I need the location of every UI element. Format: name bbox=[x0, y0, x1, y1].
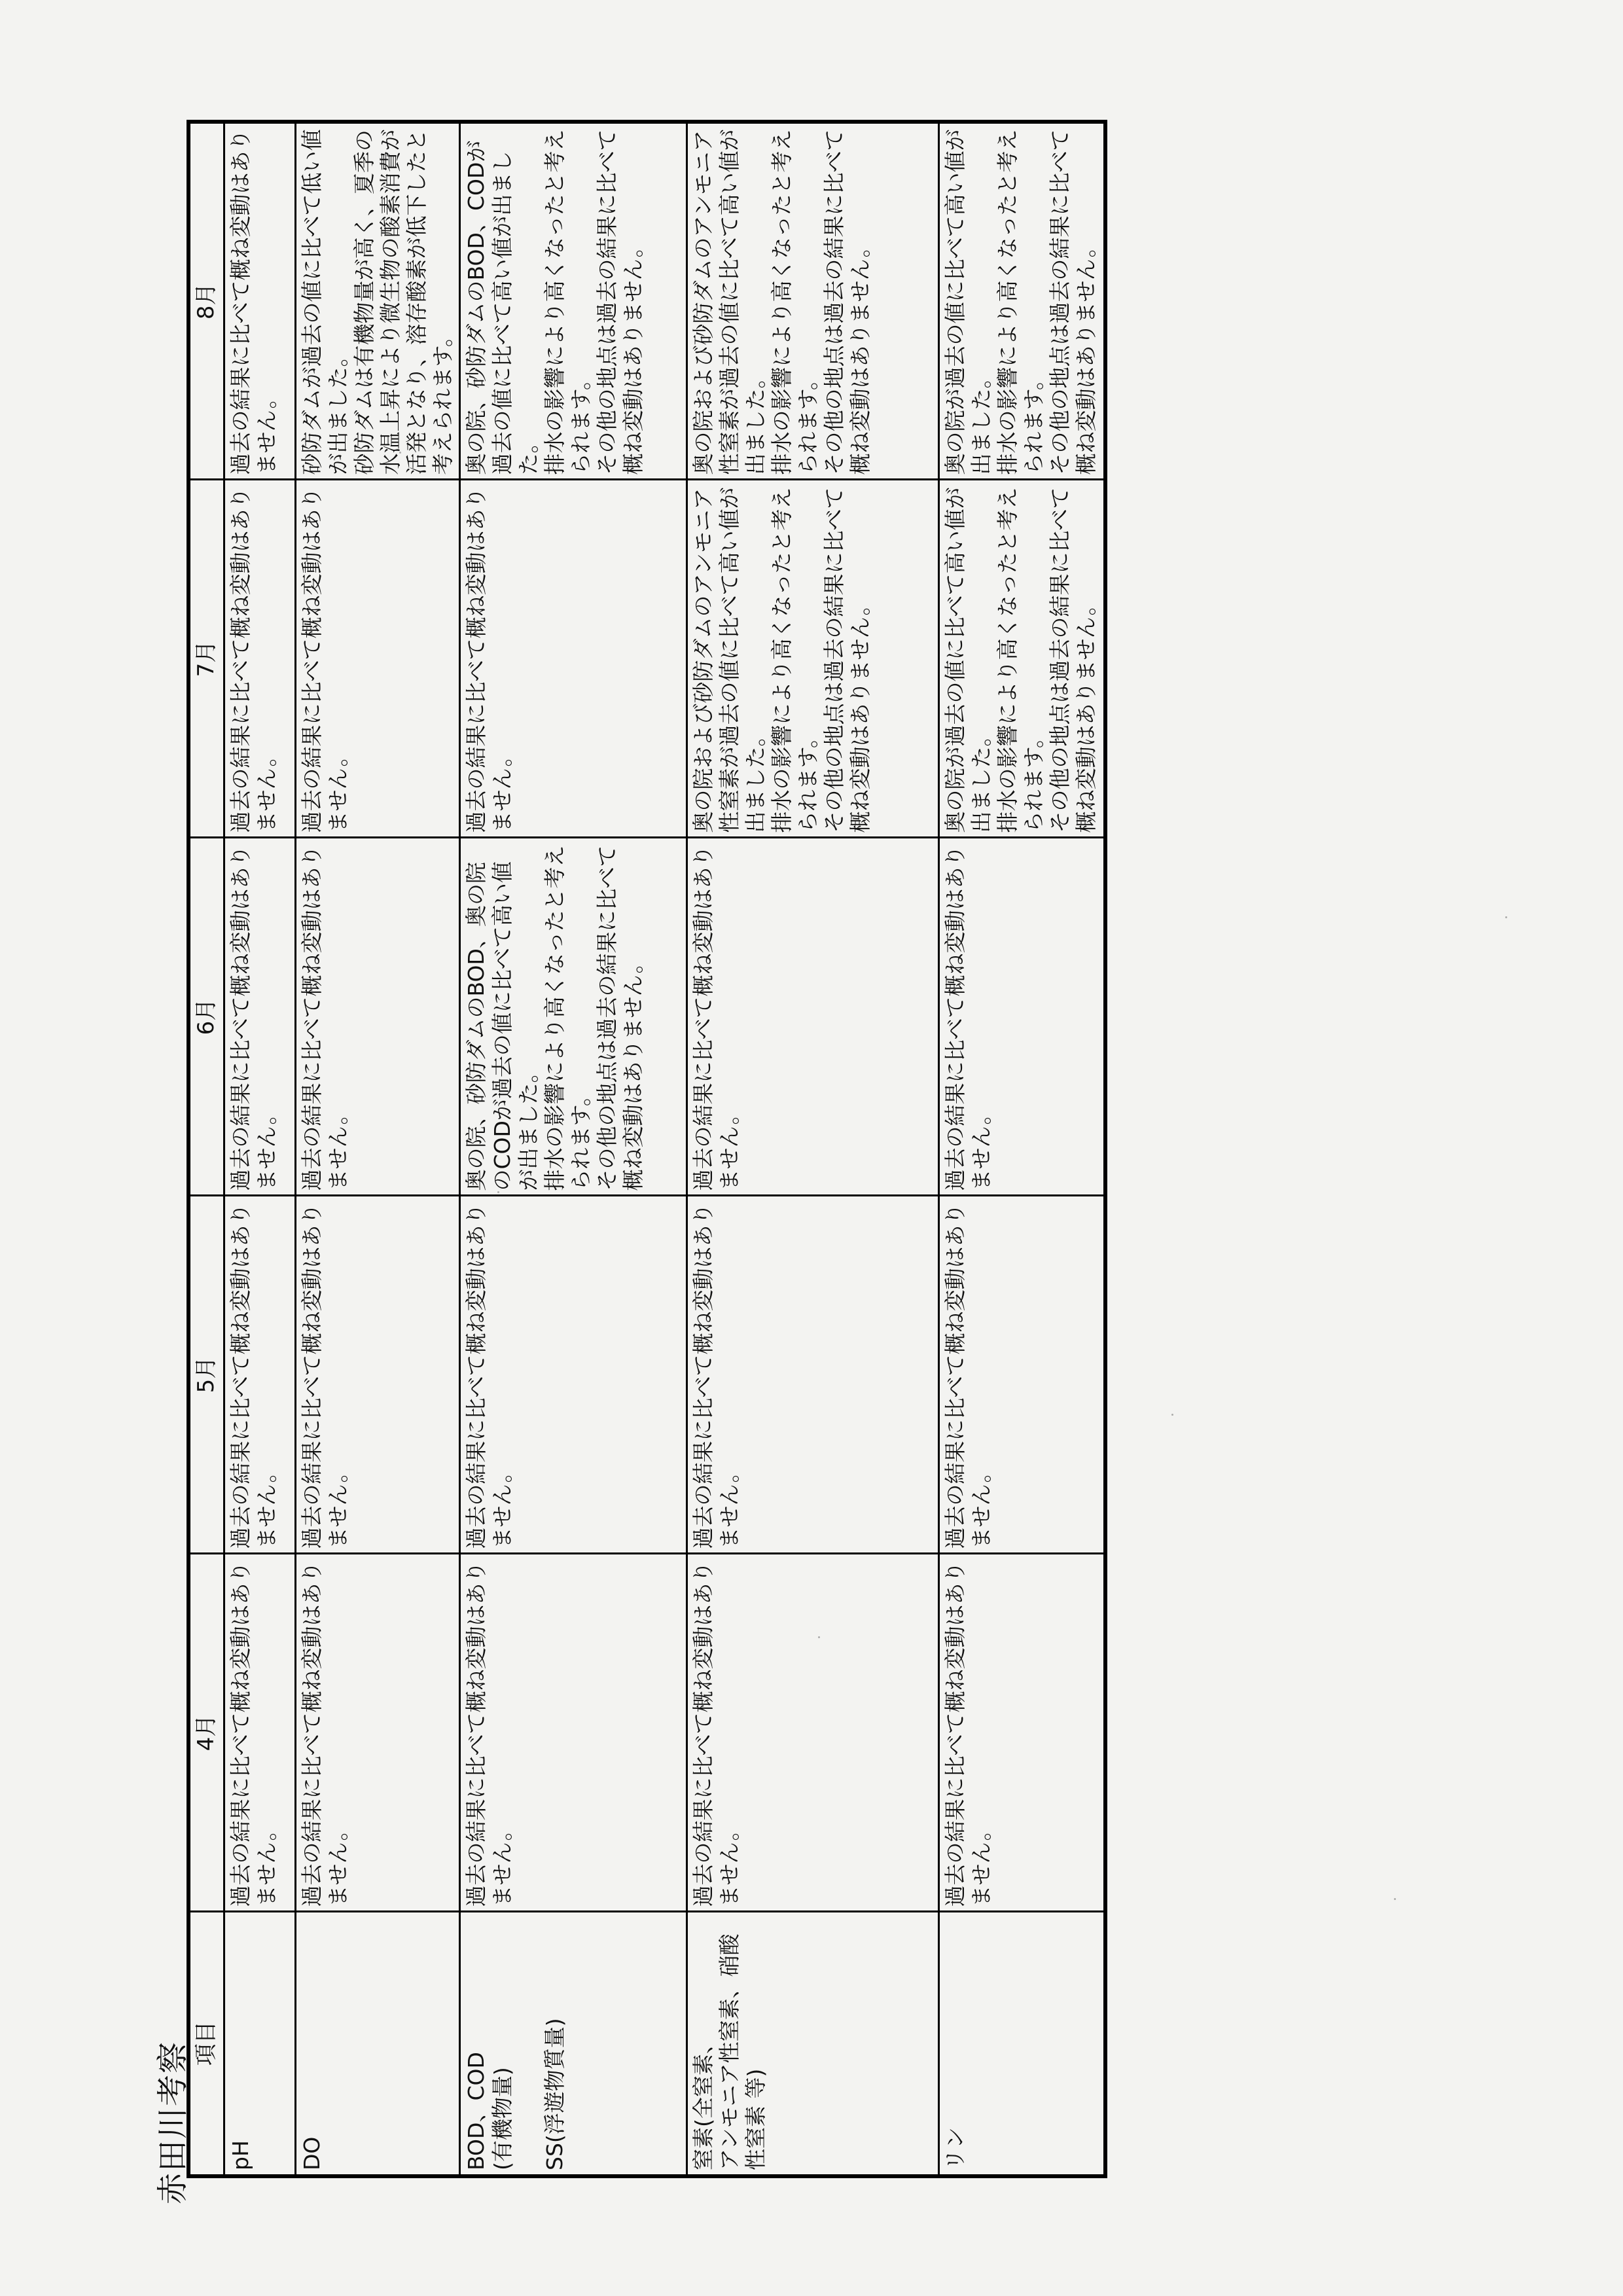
row-item-label: pH bbox=[224, 1912, 296, 2176]
table-cell: 過去の結果に比べて概ね変動はありません。 bbox=[460, 480, 687, 838]
table-cell: 奥の院および砂防ダムのアンモニア性窒素が過去の値に比べて高い値が出ました。 排水の影響により高くなったと考えられます。 その他の地点は過去の結果に比べて概ね変動はありません。 bbox=[687, 480, 939, 838]
header-april: 4月 bbox=[188, 1554, 224, 1912]
table-cell: 過去の結果に比べて概ね変動はありません。 bbox=[296, 1554, 460, 1912]
table-cell: 奥の院および砂防ダムのアンモニア性窒素が過去の値に比べて高い値が出ました。 排水の影響により高くなったと考えられます。 その他の地点は過去の結果に比べて概ね変動はありません。 bbox=[687, 122, 939, 480]
table-cell: 過去の結果に比べて概ね変動はありません。 bbox=[296, 480, 460, 838]
header-may: 5月 bbox=[188, 1196, 224, 1554]
header-item: 項目 bbox=[188, 1912, 224, 2176]
header-june: 6月 bbox=[188, 838, 224, 1196]
row-item-label: DO bbox=[296, 1912, 460, 2176]
observation-table bbox=[187, 120, 1107, 2178]
table-cell: 過去の結果に比べて概ね変動はありません。 bbox=[224, 480, 296, 838]
table-row bbox=[296, 122, 460, 2176]
table-cell: 過去の結果に比べて概ね変動はありません。 bbox=[460, 1196, 687, 1554]
table-row bbox=[224, 122, 296, 2176]
row-item-label: リン bbox=[939, 1912, 1106, 2176]
table-cell: 奥の院が過去の値に比べて高い値が出ました。 排水の影響により高くなったと考えられます。 その他の地点は過去の結果に比べて概ね変動はありません。 bbox=[939, 480, 1106, 838]
table-cell: 過去の結果に比べて概ね変動はありません。 bbox=[296, 838, 460, 1196]
table-row bbox=[687, 122, 939, 2176]
table-cell: 過去の結果に比べて概ね変動はありません。 bbox=[687, 1196, 939, 1554]
row-item-label: 窒素(全窒素、 アンモニア性窒素、硝酸性窒素 等) bbox=[687, 1912, 939, 2176]
table-cell: 過去の結果に比べて概ね変動はありません。 bbox=[939, 838, 1106, 1196]
table-cell: 過去の結果に比べて概ね変動はありません。 bbox=[224, 1554, 296, 1912]
table-cell: 過去の結果に比べて概ね変動はありません。 bbox=[939, 1554, 1106, 1912]
table-cell: 過去の結果に比べて概ね変動はありません。 bbox=[939, 1196, 1106, 1554]
header-august: 8月 bbox=[188, 122, 224, 480]
table-cell: 過去の結果に比べて概ね変動はありません。 bbox=[224, 122, 296, 480]
page-title: 赤田川考察 bbox=[154, 2040, 191, 2204]
table-cell: 奥の院が過去の値に比べて高い値が出ました。 排水の影響により高くなったと考えられます。 その他の地点は過去の結果に比べて概ね変動はありません。 bbox=[939, 122, 1106, 480]
table-cell: 過去の結果に比べて概ね変動はありません。 bbox=[687, 838, 939, 1196]
header-row bbox=[188, 122, 224, 2176]
table-row bbox=[460, 122, 687, 2176]
table-cell: 過去の結果に比べて概ね変動はありません。 bbox=[296, 1196, 460, 1554]
table-cell: 過去の結果に比べて概ね変動はありません。 bbox=[687, 1554, 939, 1912]
table-cell: 過去の結果に比べて概ね変動はありません。 bbox=[224, 1196, 296, 1554]
table-cell: 砂防ダムが過去の値に比べて低い値が出ました。 砂防ダムは有機物量が高く、夏季の水温上昇により微生物の酸素消費が活発となり、溶存酸素が低下したと考えられます。 bbox=[296, 122, 460, 480]
table-cell: 奥の院、砂防ダムのBOD、CODが過去の値に比べて高い値が出ました。 排水の影響により高くなったと考えられます。 その他の地点は過去の結果に比べて概ね変動はありません。 bbox=[460, 122, 687, 480]
header-july: 7月 bbox=[188, 480, 224, 838]
table-cell: 過去の結果に比べて概ね変動はありません。 bbox=[460, 1554, 687, 1912]
row-item-label: BOD、COD (有機物量) SS(浮遊物質量) bbox=[460, 1912, 687, 2176]
table-row bbox=[939, 122, 1106, 2176]
table-cell: 過去の結果に比べて概ね変動はありません。 bbox=[224, 838, 296, 1196]
table-cell: 奥の院、砂防ダムのBOD、奥の院のCODが過去の値に比べて高い値が出ました。 排水の影響により高くなったと考えられます。 その他の地点は過去の結果に比べて概ね変動はありません。 bbox=[460, 838, 687, 1196]
